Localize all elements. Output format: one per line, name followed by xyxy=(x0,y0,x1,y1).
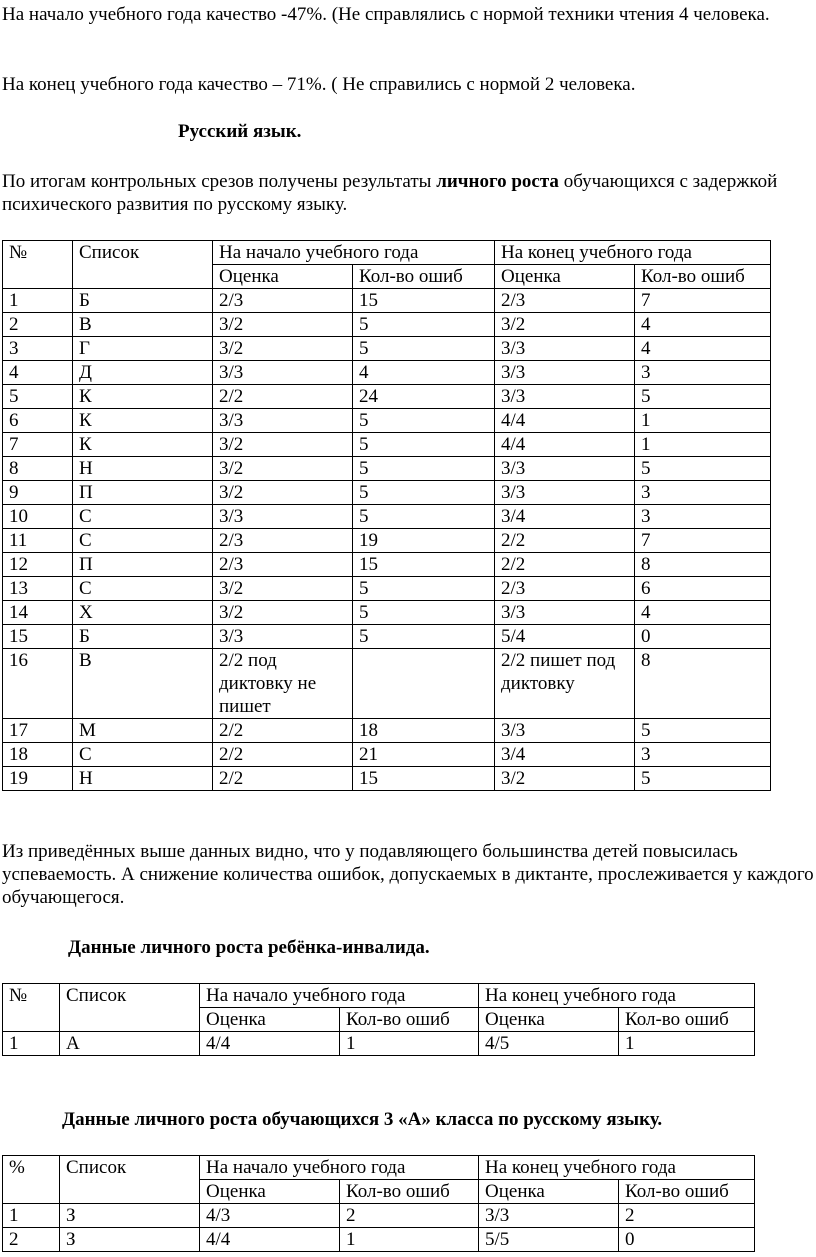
header-end: На конец учебного года xyxy=(495,241,771,265)
cell-end-grade: 3/4 xyxy=(495,505,635,529)
header-list: Список xyxy=(73,241,213,289)
cell-name: Д xyxy=(73,361,213,385)
cell-start-errors xyxy=(353,649,495,719)
cell-start-errors: 24 xyxy=(353,385,495,409)
cell-end-errors: 2 xyxy=(619,1204,755,1228)
results-table-disabled-body xyxy=(3,984,755,1056)
cell-num: 6 xyxy=(3,409,73,433)
table-row xyxy=(3,529,771,553)
cell-start-grade: 3/2 xyxy=(213,577,353,601)
intro-paragraph-start: На начало учебного года качество -47%. (Не справлялись с нормой техники чтения 4 человека. xyxy=(2,4,770,25)
cell-end-errors: 5 xyxy=(635,457,771,481)
cell-end-grade: 3/2 xyxy=(495,313,635,337)
header-start: На начало учебного года xyxy=(200,1156,479,1180)
table-header-row xyxy=(3,1156,755,1180)
results-table-main-body xyxy=(3,241,771,791)
cell-start-grade: 2/3 xyxy=(213,529,353,553)
cell-end-grade: 5/4 xyxy=(495,625,635,649)
cell-name: К xyxy=(73,385,213,409)
russian-intro-bold: личного роста xyxy=(436,171,559,192)
cell-start-grade: 2/2 под диктовку не пишет xyxy=(213,649,353,719)
cell-end-grade: 3/3 xyxy=(495,601,635,625)
cell-end-grade: 2/2 xyxy=(495,553,635,577)
subheader-errors: Кол-во ошиб xyxy=(619,1008,755,1032)
cell-end-errors: 1 xyxy=(635,433,771,457)
cell-start-grade: 2/3 xyxy=(213,289,353,313)
cell-start-grade: 3/3 xyxy=(213,505,353,529)
section-heading-class-3a: Данные личного роста обучающихся 3 «А» класса по русскому языку. xyxy=(62,1109,663,1130)
header-num: № xyxy=(3,241,73,289)
table-row xyxy=(3,337,771,361)
cell-start-grade: 3/3 xyxy=(213,625,353,649)
cell-name: К xyxy=(73,409,213,433)
subheader-errors: Кол-во ошиб xyxy=(635,265,771,289)
cell-num: 18 xyxy=(3,743,73,767)
cell-num: 1 xyxy=(3,1204,60,1228)
cell-start-errors: 5 xyxy=(353,313,495,337)
cell-name: З xyxy=(60,1228,200,1252)
cell-end-errors: 6 xyxy=(635,577,771,601)
cell-name: С xyxy=(73,529,213,553)
cell-start-errors: 5 xyxy=(353,505,495,529)
table-row xyxy=(3,743,771,767)
results-table-main xyxy=(2,240,771,791)
table-row xyxy=(3,385,771,409)
cell-start-grade: 4/4 xyxy=(200,1032,340,1056)
cell-start-grade: 3/2 xyxy=(213,433,353,457)
results-table-class-3a-body xyxy=(3,1156,755,1252)
cell-name: З xyxy=(60,1204,200,1228)
cell-name: Б xyxy=(73,289,213,313)
cell-name: В xyxy=(73,649,213,719)
results-table-disabled-child xyxy=(2,983,755,1056)
table-row xyxy=(3,409,771,433)
cell-name: С xyxy=(73,743,213,767)
table-header-row xyxy=(3,241,771,265)
subheader-errors: Кол-во ошиб xyxy=(340,1008,479,1032)
cell-end-errors: 4 xyxy=(635,337,771,361)
cell-num: 8 xyxy=(3,457,73,481)
cell-start-errors: 15 xyxy=(353,767,495,791)
cell-num: 1 xyxy=(3,289,73,313)
header-end: На конец учебного года xyxy=(479,1156,755,1180)
cell-start-grade: 2/3 xyxy=(213,553,353,577)
cell-num: 17 xyxy=(3,719,73,743)
cell-start-grade: 3/3 xyxy=(213,409,353,433)
cell-num: 19 xyxy=(3,767,73,791)
cell-num: 11 xyxy=(3,529,73,553)
cell-end-grade: 3/4 xyxy=(495,743,635,767)
table-row xyxy=(3,1032,755,1056)
table-row xyxy=(3,719,771,743)
cell-start-errors: 5 xyxy=(353,337,495,361)
cell-start-errors: 15 xyxy=(353,553,495,577)
subheader-grade: Оценка xyxy=(200,1008,340,1032)
cell-start-grade: 3/2 xyxy=(213,601,353,625)
subheader-grade: Оценка xyxy=(200,1180,340,1204)
header-start: На начало учебного года xyxy=(200,984,479,1008)
cell-end-grade: 2/3 xyxy=(495,289,635,313)
cell-num: 2 xyxy=(3,1228,60,1252)
cell-end-grade: 5/5 xyxy=(479,1228,619,1252)
table-row xyxy=(3,601,771,625)
cell-end-grade: 3/3 xyxy=(495,719,635,743)
section-heading-disabled-child: Данные личного роста ребёнка-инвалида. xyxy=(68,937,430,958)
header-list: Список xyxy=(60,984,200,1032)
cell-start-grade: 3/2 xyxy=(213,481,353,505)
cell-start-grade: 4/4 xyxy=(200,1228,340,1252)
cell-num: 12 xyxy=(3,553,73,577)
subheader-errors: Кол-во ошиб xyxy=(353,265,495,289)
cell-start-grade: 2/2 xyxy=(213,743,353,767)
cell-end-errors: 3 xyxy=(635,505,771,529)
subheader-errors: Кол-во ошиб xyxy=(619,1180,755,1204)
table-row xyxy=(3,289,771,313)
intro-paragraph-end: На конец учебного года качество – 71%. ( Не справились с нормой 2 человека. xyxy=(2,74,636,95)
cell-num: 14 xyxy=(3,601,73,625)
cell-num: 1 xyxy=(3,1032,60,1056)
header-list: Список xyxy=(60,1156,200,1204)
cell-start-errors: 1 xyxy=(340,1228,479,1252)
cell-end-errors: 4 xyxy=(635,313,771,337)
cell-end-errors: 4 xyxy=(635,601,771,625)
cell-start-errors: 5 xyxy=(353,481,495,505)
cell-start-errors: 5 xyxy=(353,601,495,625)
cell-num: 3 xyxy=(3,337,73,361)
cell-num: 15 xyxy=(3,625,73,649)
cell-end-grade: 4/4 xyxy=(495,409,635,433)
cell-end-errors: 3 xyxy=(635,743,771,767)
russian-intro-paragraph xyxy=(2,170,782,216)
cell-end-errors: 3 xyxy=(635,481,771,505)
table-row xyxy=(3,457,771,481)
cell-end-grade: 2/3 xyxy=(495,577,635,601)
conclusion-paragraph: Из приведённых выше данных видно, что у подавляющего большинства детей повысилась успеваемость. А снижение количества ошибок, допускаемых в диктанте, прослеживается у каждого обучающегося. xyxy=(2,841,814,908)
table-row xyxy=(3,313,771,337)
cell-end-grade: 3/3 xyxy=(495,385,635,409)
cell-start-grade: 3/2 xyxy=(213,457,353,481)
cell-start-errors: 18 xyxy=(353,719,495,743)
subheader-grade: Оценка xyxy=(495,265,635,289)
cell-name: Г xyxy=(73,337,213,361)
cell-start-errors: 5 xyxy=(353,433,495,457)
cell-name: П xyxy=(73,481,213,505)
cell-name: С xyxy=(73,505,213,529)
cell-start-grade: 2/2 xyxy=(213,385,353,409)
cell-end-grade: 3/3 xyxy=(495,361,635,385)
table-row xyxy=(3,1204,755,1228)
cell-name: В xyxy=(73,313,213,337)
table-row xyxy=(3,505,771,529)
cell-start-errors: 15 xyxy=(353,289,495,313)
cell-name: Н xyxy=(73,767,213,791)
cell-end-errors: 7 xyxy=(635,289,771,313)
subheader-grade: Оценка xyxy=(479,1008,619,1032)
section-heading-russian: Русский язык. xyxy=(178,121,302,142)
subheader-grade: Оценка xyxy=(213,265,353,289)
cell-end-grade: 3/3 xyxy=(495,337,635,361)
cell-end-grade: 4/5 xyxy=(479,1032,619,1056)
table-row xyxy=(3,433,771,457)
cell-start-errors: 21 xyxy=(353,743,495,767)
header-num: % xyxy=(3,1156,60,1204)
cell-num: 13 xyxy=(3,577,73,601)
cell-num: 2 xyxy=(3,313,73,337)
table-row xyxy=(3,553,771,577)
cell-end-errors: 3 xyxy=(635,361,771,385)
cell-start-grade: 2/2 xyxy=(213,767,353,791)
cell-start-errors: 4 xyxy=(353,361,495,385)
cell-num: 10 xyxy=(3,505,73,529)
cell-end-errors: 0 xyxy=(635,625,771,649)
cell-start-grade: 2/2 xyxy=(213,719,353,743)
header-num: № xyxy=(3,984,60,1032)
cell-name: Б xyxy=(73,625,213,649)
table-row xyxy=(3,767,771,791)
table-row xyxy=(3,1228,755,1252)
cell-end-grade: 3/3 xyxy=(479,1204,619,1228)
table-row xyxy=(3,625,771,649)
cell-num: 4 xyxy=(3,361,73,385)
table-row xyxy=(3,577,771,601)
subheader-grade: Оценка xyxy=(479,1180,619,1204)
russian-intro-text-b: обучающихся с задержкой психического развития по русскому языку. xyxy=(2,171,778,215)
header-end: На конец учебного года xyxy=(479,984,755,1008)
cell-end-errors: 7 xyxy=(635,529,771,553)
cell-start-errors: 19 xyxy=(353,529,495,553)
table-header-row xyxy=(3,984,755,1008)
cell-end-errors: 1 xyxy=(619,1032,755,1056)
results-table-class-3a xyxy=(2,1155,755,1252)
russian-intro-text-a: По итогам контрольных срезов получены результаты xyxy=(2,171,437,192)
cell-name: С xyxy=(73,577,213,601)
cell-num: 7 xyxy=(3,433,73,457)
cell-name: М xyxy=(73,719,213,743)
cell-start-errors: 5 xyxy=(353,577,495,601)
cell-start-errors: 5 xyxy=(353,409,495,433)
cell-end-grade: 2/2 пишет под диктовку xyxy=(495,649,635,719)
cell-num: 9 xyxy=(3,481,73,505)
cell-end-grade: 3/3 xyxy=(495,481,635,505)
cell-end-grade: 3/2 xyxy=(495,767,635,791)
cell-start-grade: 3/2 xyxy=(213,313,353,337)
cell-end-grade: 2/2 xyxy=(495,529,635,553)
header-start: На начало учебного года xyxy=(213,241,495,265)
cell-start-grade: 3/3 xyxy=(213,361,353,385)
table-row xyxy=(3,481,771,505)
cell-name: К xyxy=(73,433,213,457)
cell-end-grade: 3/3 xyxy=(495,457,635,481)
cell-end-errors: 1 xyxy=(635,409,771,433)
cell-end-errors: 8 xyxy=(635,553,771,577)
cell-num: 5 xyxy=(3,385,73,409)
table-row xyxy=(3,361,771,385)
cell-start-grade: 4/3 xyxy=(200,1204,340,1228)
subheader-errors: Кол-во ошиб xyxy=(340,1180,479,1204)
cell-start-errors: 2 xyxy=(340,1204,479,1228)
cell-num: 16 xyxy=(3,649,73,719)
table-row xyxy=(3,649,771,719)
cell-end-errors: 5 xyxy=(635,385,771,409)
cell-end-grade: 4/4 xyxy=(495,433,635,457)
cell-name: П xyxy=(73,553,213,577)
cell-end-errors: 5 xyxy=(635,767,771,791)
cell-start-grade: 3/2 xyxy=(213,337,353,361)
cell-end-errors: 8 xyxy=(635,649,771,719)
cell-end-errors: 5 xyxy=(635,719,771,743)
cell-start-errors: 5 xyxy=(353,625,495,649)
cell-name: Н xyxy=(73,457,213,481)
cell-name: Х xyxy=(73,601,213,625)
cell-end-errors: 0 xyxy=(619,1228,755,1252)
cell-start-errors: 1 xyxy=(340,1032,479,1056)
cell-name: А xyxy=(60,1032,200,1056)
cell-start-errors: 5 xyxy=(353,457,495,481)
